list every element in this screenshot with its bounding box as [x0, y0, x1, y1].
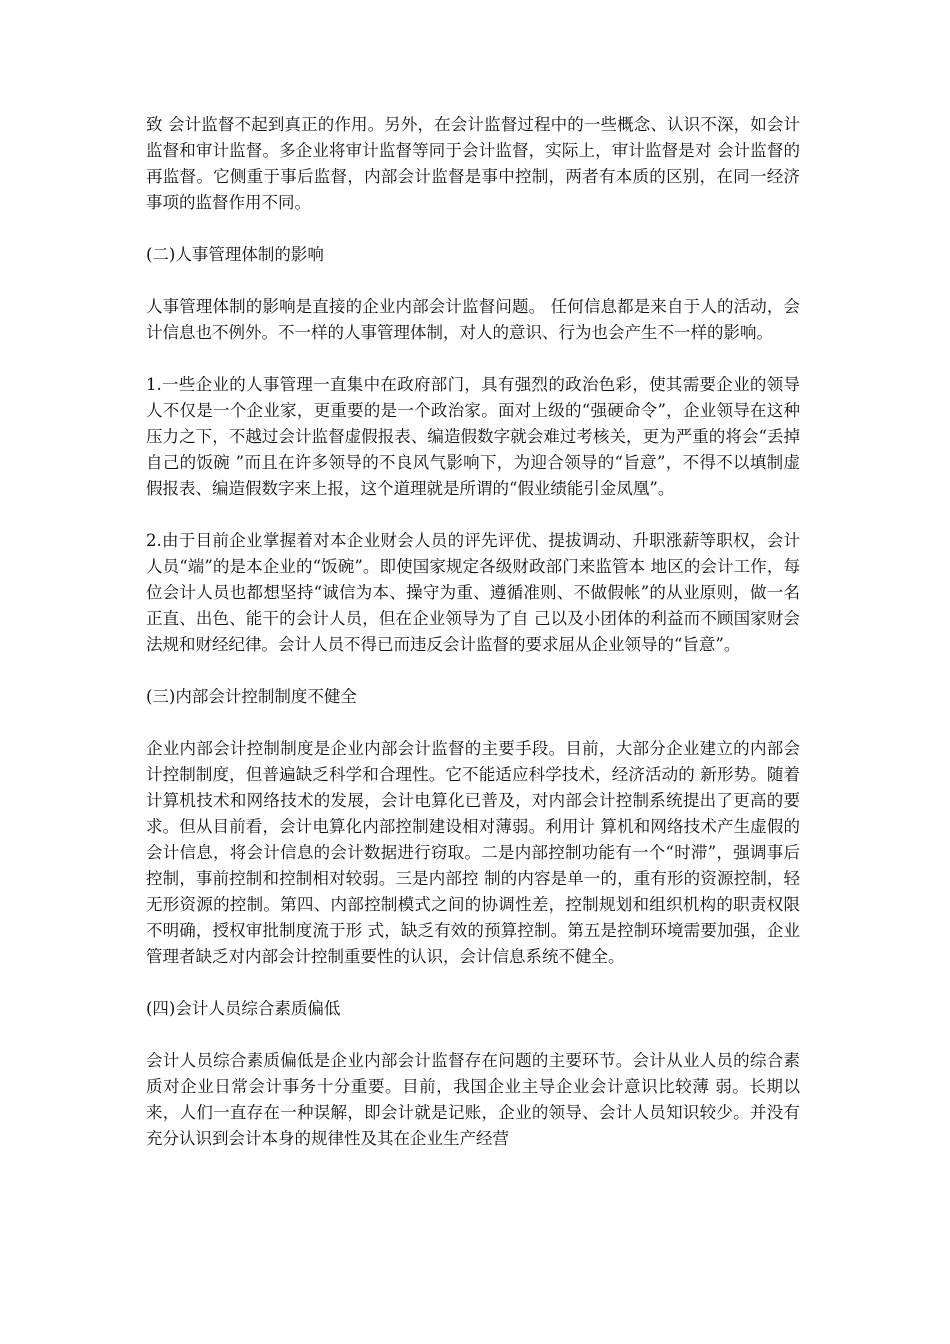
paragraph-supervision-concepts: 致 会计监督不起到真正的作用。另外，在会计监督过程中的一些概念、认识不深，如会计监督和审计监督。多企业将审计监督等同于会计监督，实际上，审计监督是对 会计监督的再监督。它侧重于事后监督，内部会计监督是事中控制，两者有本质的区别，在同一经济事项的监督作用不同。: [146, 115, 800, 212]
section-heading-internal-control: (三)内部会计控制制度不健全: [146, 687, 357, 706]
document-page: [146, 112, 800, 1178]
paragraph-personnel-point-2: 2.由于目前企业掌握着对本企业财会人员的评先评优、提拔调动、升职涨薪等职权，会计人员“端”的是本企业的“饭碗”。即使国家规定各级财政部门来监管本 地区的会计工作，每位会计人员也都想坚持“诚信为本、操守为重、遵循准则、不做假帐”的从业原则，做一名正直、出色、能干的会计人员，但在企业领导为了自 己以及小团体的利益而不顾国家财会法规和财经纪律。会计人员不得已而违反会计监督的要求屈从企业领导的“旨意”。: [146, 531, 800, 654]
paragraph-staff-quality: 会计人员综合素质偏低是企业内部会计监督存在问题的主要环节。会计从业人员的综合素质对企业日常会计事务十分重要。目前，我国企业主导企业会计意识比较薄 弱。长期以来，人们一直存在一种误解，即会计就是记账，企业的领导、会计人员知识较少。并没有充分认识到会计本身的规律性及其在企业生产经营: [146, 1051, 800, 1148]
section-heading-personnel-system: (二)人事管理体制的影响: [146, 245, 324, 264]
paragraph-personnel-point-1: 1.一些企业的人事管理一直集中在政府部门，具有强烈的政治色彩，使其需要企业的领导人不仅是一个企业家，更重要的是一个政治家。面对上级的“强硬命令”，企业领导在这种压力之下，不越过会计监督虚假报表、编造假数字就会难过考核关，更为严重的将会“丢掉自己的饭碗 ”而且在许多领导的不良风气影响下，为迎合领导的“旨意”，不得不以填制虚假报表、编造假数字来上报，这个道理就是所谓的“假业绩能引金凤凰”。: [146, 375, 800, 498]
section-heading-staff-quality: (四)会计人员综合素质偏低: [146, 999, 341, 1018]
paragraph-internal-control: 企业内部会计控制制度是企业内部会计监督的主要手段。目前，大部分企业建立的内部会计控制制度，但普遍缺乏科学和合理性。它不能适应科学技术，经济活动的 新形势。随着计算机技术和网络技术的发展，会计电算化已普及，对内部会计控制系统提出了更高的要求。但从目前看，会计电算化内部控制建设相对薄弱。利用计 算机和网络技术产生虚假的会计信息，将会计信息的会计数据进行窃取。二是内部控制功能有一个“时滞”，强调事后控制，事前控制和控制相对较弱。三是内部控 制的内容是单一的，重有形的资源控制，轻无形资源的控制。第四、内部控制模式之间的协调性差，控制规划和组织机构的职责权限不明确，授权审批制度流于形 式，缺乏有效的预算控制。第五是控制环境需要加强，企业管理者缺乏对内部会计控制重要性的认识，会计信息系统不健全。: [146, 739, 800, 966]
paragraph-personnel-intro: 人事管理体制的影响是直接的企业内部会计监督问题。 任何信息都是来自于人的活动，会计信息也不例外。不一样的人事管理体制，对人的意识、行为也会产生不一样的影响。: [146, 297, 800, 342]
